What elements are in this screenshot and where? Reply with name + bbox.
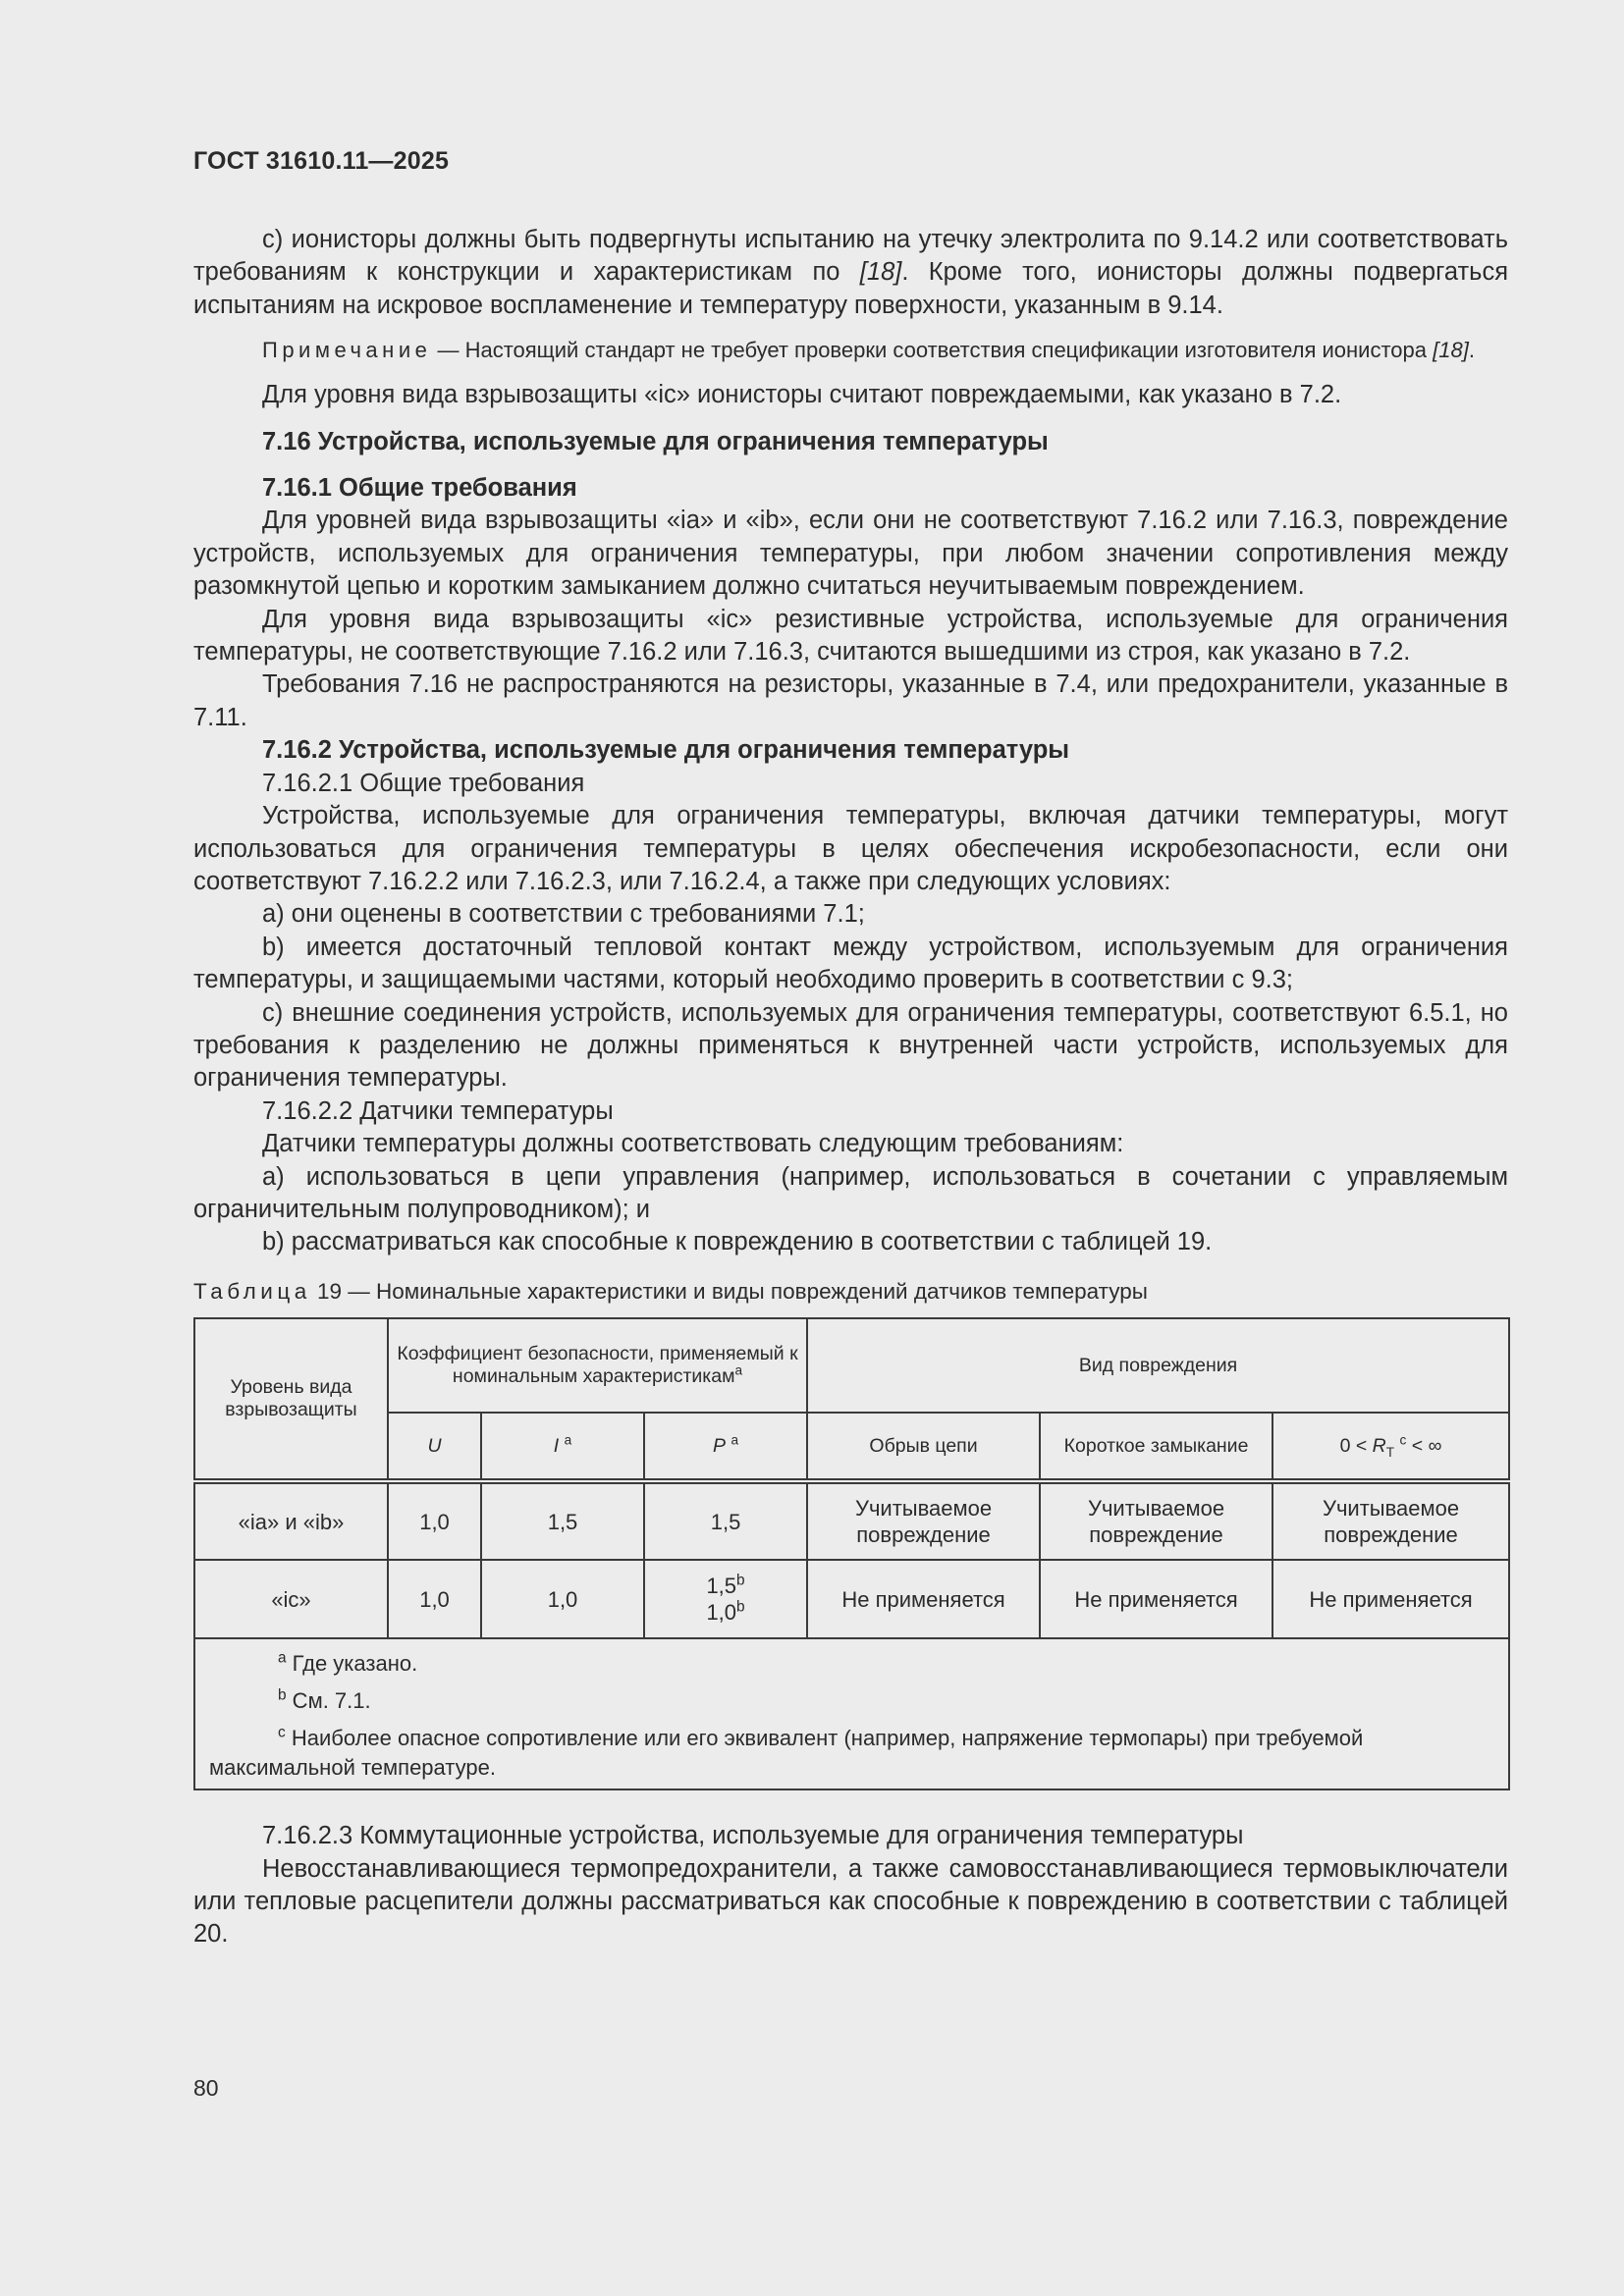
table-19 (193, 1317, 1510, 1790)
paragraph-5: Датчики температуры должны соответствовать следующим требованиям: (262, 1130, 1124, 1158)
list-item-c: c) внешние соединения устройств, используемых для ограничения температуры, соответствуют 6.5.1, но требования к разделению не должны применяться к внутренней части устройств, используемых для ограничения температуры. (193, 998, 1508, 1093)
paragraph-3: Требования 7.16 не распространяются на резисторы, указанные в 7.4, или предохранители, указанные в 7.11. (193, 670, 1508, 731)
paragraph-1: Для уровней вида взрывозащиты «ia» и «ib», если они не соответствуют 7.16.2 или 7.16.3, повреждение устройств, используемых для ограничения температуры, при любом значении сопротивления между разомкнутой цепью и коротким замыканием должно считаться неучитываемым повреждением. (193, 507, 1508, 601)
cell-p: 1,5$^b$ 1,0$^b$ (644, 1560, 807, 1638)
heading-7-16-1: 7.16.1 Общие требования (262, 474, 577, 503)
list-item-b: b) имеется достаточный тепловой контакт между устройством, используемым для ограничения температуры, и защищаемыми частями, который необходимо проверить в соответствии с 9.3; (193, 933, 1508, 994)
header-coefficient: Коэффициент безопасности, применяемый к номинальным характеристикам$^a$ (388, 1318, 807, 1413)
cell-u: 1,0 (388, 1481, 481, 1560)
heading-7-16-2: 7.16.2 Устройства, используемые для ограничения температуры (262, 736, 1070, 765)
header-resistance-range: $0 < R_T$ $^c$ < ∞ (1272, 1413, 1509, 1481)
cell-i: 1,0 (481, 1560, 644, 1638)
header-i: I $^a$ (481, 1413, 644, 1481)
table-footnotes (194, 1638, 1509, 1789)
cell-open: Учитываемое повреждение (807, 1481, 1040, 1560)
cell-i: 1,5 (481, 1481, 644, 1560)
footnote-a: $^a$ Где указано. (278, 1649, 418, 1677)
header-u: U (388, 1413, 481, 1481)
paragraph-4: Устройства, используемые для ограничения температуры, включая датчики температуры, могут использоваться для ограничения температуры в целях обеспечения искробезопасности, если они соответствуют 7.16.2.2 или 7.16.2.3, или 7.16.2.4, а также при следующих условиях: (193, 802, 1508, 895)
cell-level: «ic» (194, 1560, 388, 1638)
note: Примечание — Настоящий стандарт не требует проверки соответствия спецификации изготовителя ионистора [18]. (262, 338, 1475, 363)
heading-7-16-2-1: 7.16.2.1 Общие требования (262, 769, 585, 797)
cell-short: Учитываемое повреждение (1040, 1481, 1272, 1560)
table-caption-label: Таблица (193, 1278, 311, 1304)
paragraph-2: Для уровня вида взрывозащиты «ic» резистивные устройства, используемые для ограничения температуры, не соответствующие 7.16.2 или 7.16.3, считаются вышедшими из строя, как указано в 7.2. (193, 605, 1508, 667)
document-header: ГОСТ 31610.11—2025 (193, 147, 450, 175)
document-body (193, 224, 1508, 1951)
cell-u: 1,0 (388, 1560, 481, 1638)
cell-p: 1,5 (644, 1481, 807, 1560)
table-row (194, 1481, 1509, 1560)
cell-rt: Не применяется (1272, 1560, 1509, 1638)
header-damage-type: Вид повреждения (807, 1318, 1509, 1413)
header-short-circuit: Короткое замыкание (1040, 1413, 1272, 1481)
page-number: 80 (193, 2075, 219, 2101)
requirement-b: b) рассматриваться как способные к повреждению в соответствии с таблицей 19. (262, 1228, 1213, 1256)
note-reference: [18] (1433, 338, 1469, 363)
cell-short: Не применяется (1040, 1560, 1272, 1638)
paragraph-c-item: c) ионисторы должны быть подвергнуты испытанию на утечку электролита по 9.14.2 или соответствовать требованиям к конструкции и характеристикам по [18]. Кроме того, ионисторы должны подвергаться испытаниям на искровое воспламенение и температуру поверхности, указанным в 9.14. (193, 226, 1508, 319)
header-level: Уровень вида взрывозащиты (194, 1318, 388, 1481)
paragraph-ic-level: Для уровня вида взрывозащиты «ic» ионисторы считают повреждаемыми, как указано в 7.2. (262, 381, 1342, 409)
note-label: Примечание (262, 338, 432, 363)
footnote-b: $^b$ См. 7.1. (278, 1686, 371, 1714)
cell-open: Не применяется (807, 1560, 1040, 1638)
requirement-a: a) использоваться в цепи управления (например, использоваться в сочетании с управляемым ограничительным полупроводником); и (193, 1162, 1508, 1223)
heading-7-16-2-3: 7.16.2.3 Коммутационные устройства, используемые для ограничения температуры (262, 1822, 1244, 1850)
heading-7-16: 7.16 Устройства, используемые для ограничения температуры (262, 427, 1049, 455)
paragraph-6: Невосстанавливающиеся термопредохранители, а также самовосстанавливающиеся термовыключатели или тепловые расцепители должны рассматриваться как способные к повреждению в соответствии с таблицей 20. (193, 1854, 1508, 1949)
reference-18: [18] (859, 258, 902, 287)
cell-rt: Учитываемое повреждение (1272, 1481, 1509, 1560)
table-caption: Таблица 19 — Номинальные характеристики и виды повреждений датчиков температуры (193, 1278, 1148, 1304)
cell-level: «ia» и «ib» (194, 1481, 388, 1560)
table-row (194, 1560, 1509, 1638)
heading-7-16-2-2: 7.16.2.2 Датчики температуры (262, 1096, 614, 1125)
footnote-c: $^c$ Наиболее опасное сопротивление или его эквивалент (например, напряжение термопары) при требуемой максимальной температуре. (209, 1724, 1364, 1781)
header-p: P $^a$ (644, 1413, 807, 1481)
list-item-a: a) они оценены в соответствии с требованиями 7.1; (262, 900, 865, 929)
header-open-circuit: Обрыв цепи (807, 1413, 1040, 1481)
